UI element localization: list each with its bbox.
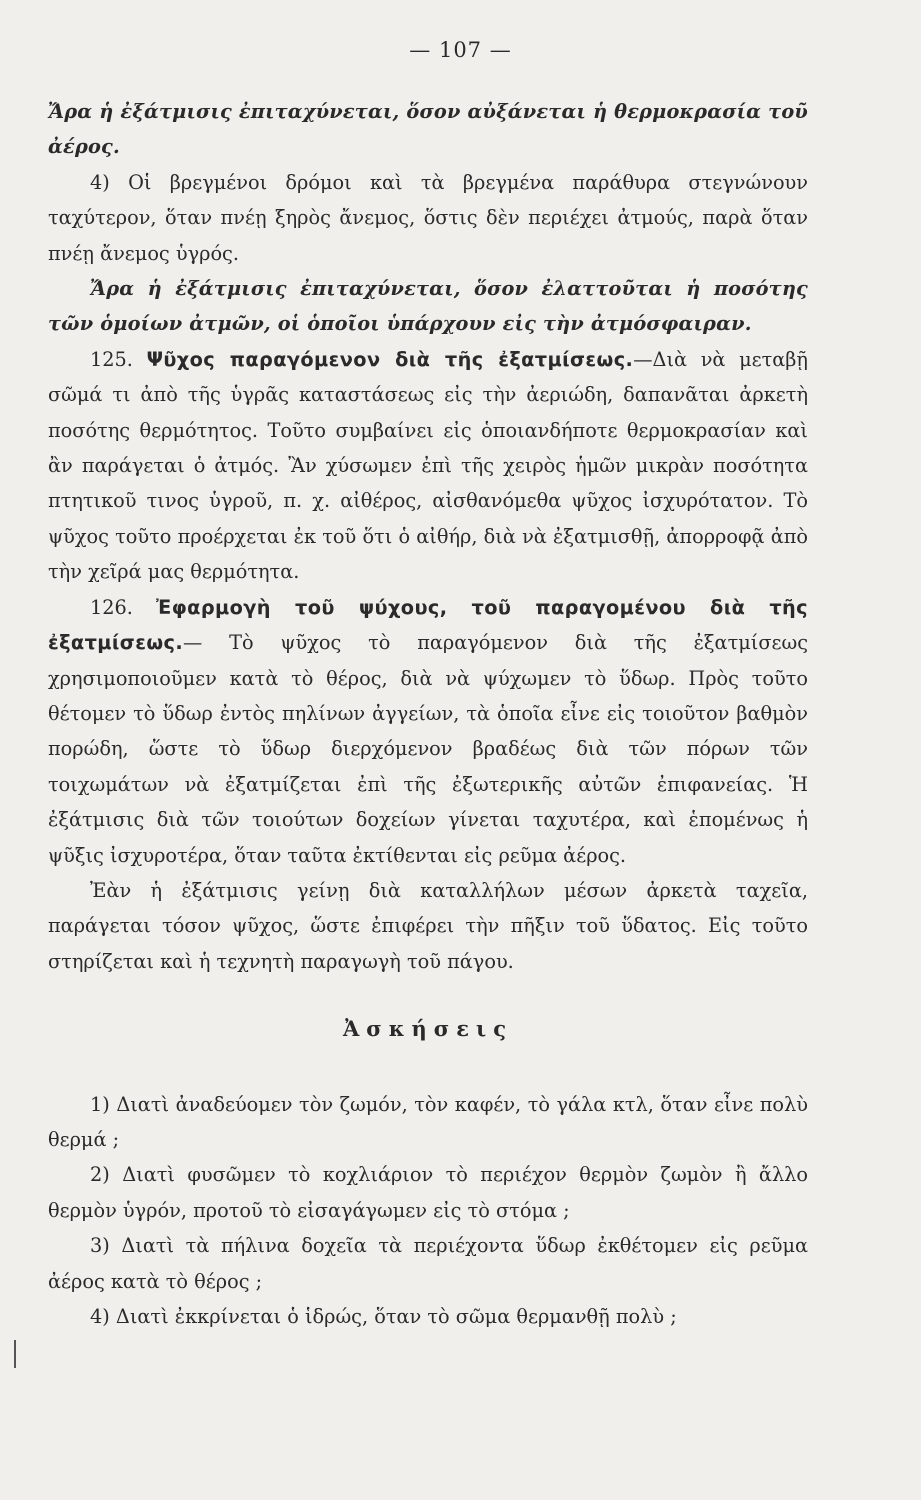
page-number: — 107 — <box>409 38 512 62</box>
exercise-item: 3) Διατὶ τὰ πήλινα δοχεῖα τὰ περιέχοντα ὕδωρ ἐκθέτομεν εἰς ρεῦμα ἀέρος κατὰ τὸ θέρος ; <box>48 1234 808 1293</box>
conclusion-temperature: Ἄρα ἡ ἐξάτμισις ἐπιταχύνεται, ὅσον αὐξάνεται ἡ θερμοκρασία τοῦ ἀέρος. <box>48 100 808 159</box>
section-number: 126. <box>90 595 133 619</box>
exercise-item: 2) Διατὶ φυσῶμεν τὸ κοχλιάριον τὸ περιέχον θερμὸν ζωμὸν ἢ ἄλλο θερμὸν ὑγρόν, προτοῦ τὸ εἰσαγάγωμεν εἰς τὸ στόμα ; <box>48 1163 808 1222</box>
paragraph-dry-wind: 4) Οἱ βρεγμένοι δρόμοι καὶ τὰ βρεγμένα παράθυρα στεγνώνουν ταχύτερον, ὅταν πνέῃ ξηρὸς ἄνεμος, ὅστις δὲν περιέχει ἀτμούς, παρὰ ὅταν πνέῃ ἄνεμος ὑγρός. <box>48 170 808 265</box>
section-number: 125. <box>90 347 133 371</box>
exercises-list <box>48 1087 808 1335</box>
page-text <box>48 94 808 1334</box>
section-125 <box>48 342 808 590</box>
section-title: Ψῦχος παραγόμενον διὰ τῆς ἐξατμίσεως. <box>146 347 634 371</box>
margin-mark <box>14 1340 16 1368</box>
section-body: — Τὸ ψῦχος τὸ παραγόμενον διὰ τῆς ἐξατμίσεως χρησιμοποιοῦμεν κατὰ τὸ θέρος, διὰ νὰ ψύχωμεν τὸ ὕδωρ. Πρὸς τοῦτο θέτομεν τὸ ὕδωρ ἐντὸς πηλίνων ἀγγείων, τὰ ὁποῖα εἶνε εἰς τοιοῦτον βαθμὸν πορώδη, ὥστε τὸ ὕδωρ διερχόμενον βραδέως διὰ τῶν πόρων τῶν τοιχωμάτων νὰ ἐξατμίζεται ἐπὶ τῆς ἐξωτερικῆς αὐτῶν ἐπιφανείας. Ἡ ἐξάτμισις διὰ τῶν τοιούτων δοχείων γίνεται ταχυτέρα, καὶ ἑπομένως ἡ ψῦξις ἰσχυροτέρα, ὅταν ταῦτα ἐκτίθενται εἰς ρεῦμα ἀέρος. <box>48 631 808 867</box>
exercises-heading: Ἀσκήσεις <box>343 1016 513 1042</box>
conclusion-vapour: Ἄρα ἡ ἐξάτμισις ἐπιταχύνεται, ὅσον ἐλαττοῦται ἡ ποσότης τῶν ὁμοίων ἀτμῶν, οἱ ὁποῖοι ὑπάρχουν εἰς τὴν ἀτμόσφαιραν. <box>48 277 808 336</box>
exercise-item: 1) Διατὶ ἀναδεύομεν τὸν ζωμόν, τὸν καφέν, τὸ γάλα κτλ, ὅταν εἶνε πολὺ θερμά ; <box>48 1092 808 1151</box>
exercise-item: 4) Διατὶ ἐκκρίνεται ὁ ἱδρώς, ὅταν τὸ σῶμα θερμανθῇ πολὺ ; <box>90 1305 677 1328</box>
section-title: Ἐφαρμογὴ τοῦ ψύχους, τοῦ παραγομένου διὰ τῆς ἐξατμίσεως. <box>48 595 808 655</box>
paragraph-ice: Ἐὰν ἡ ἐξάτμισις γείνῃ διὰ καταλλήλων μέσων ἀρκετὰ ταχεῖα, παράγεται τόσον ψῦχος, ὥστε ἐπιφέρει τὴν πῆξιν τοῦ ὕδατος. Εἰς τοῦτο στηρίζεται καὶ ἡ τεχνητὴ παραγωγὴ τοῦ πάγου. <box>48 878 808 973</box>
section-126 <box>48 590 808 873</box>
section-body: —Διὰ νὰ μεταβῇ σῶμά τι ἀπὸ τῆς ὑγρᾶς καταστάσεως εἰς τὴν ἀεριώδη, δαπανᾶται ἀρκετὴ ποσότης θερμότητος. Τοῦτο συμβαίνει εἰς ὁποιανδήποτε θερμοκρασίαν καὶ ἂν παράγεται ὁ ἀτμός. Ἂν χύσωμεν ἐπὶ τῆς χειρὸς ἡμῶν μικρὰν ποσότητα πτητικοῦ τινος ὑγροῦ, π. χ. αἰθέρος, αἰσθανόμεθα ψῦχος ἰσχυρότατον. Τὸ ψῦχος τοῦτο προέρχεται ἐκ τοῦ ὅτι ὁ αἰθήρ, διὰ νὰ ἐξατμισθῇ, ἀπορροφᾷ ἀπὸ τὴν χεῖρά μας θερμότητα. <box>48 347 808 584</box>
